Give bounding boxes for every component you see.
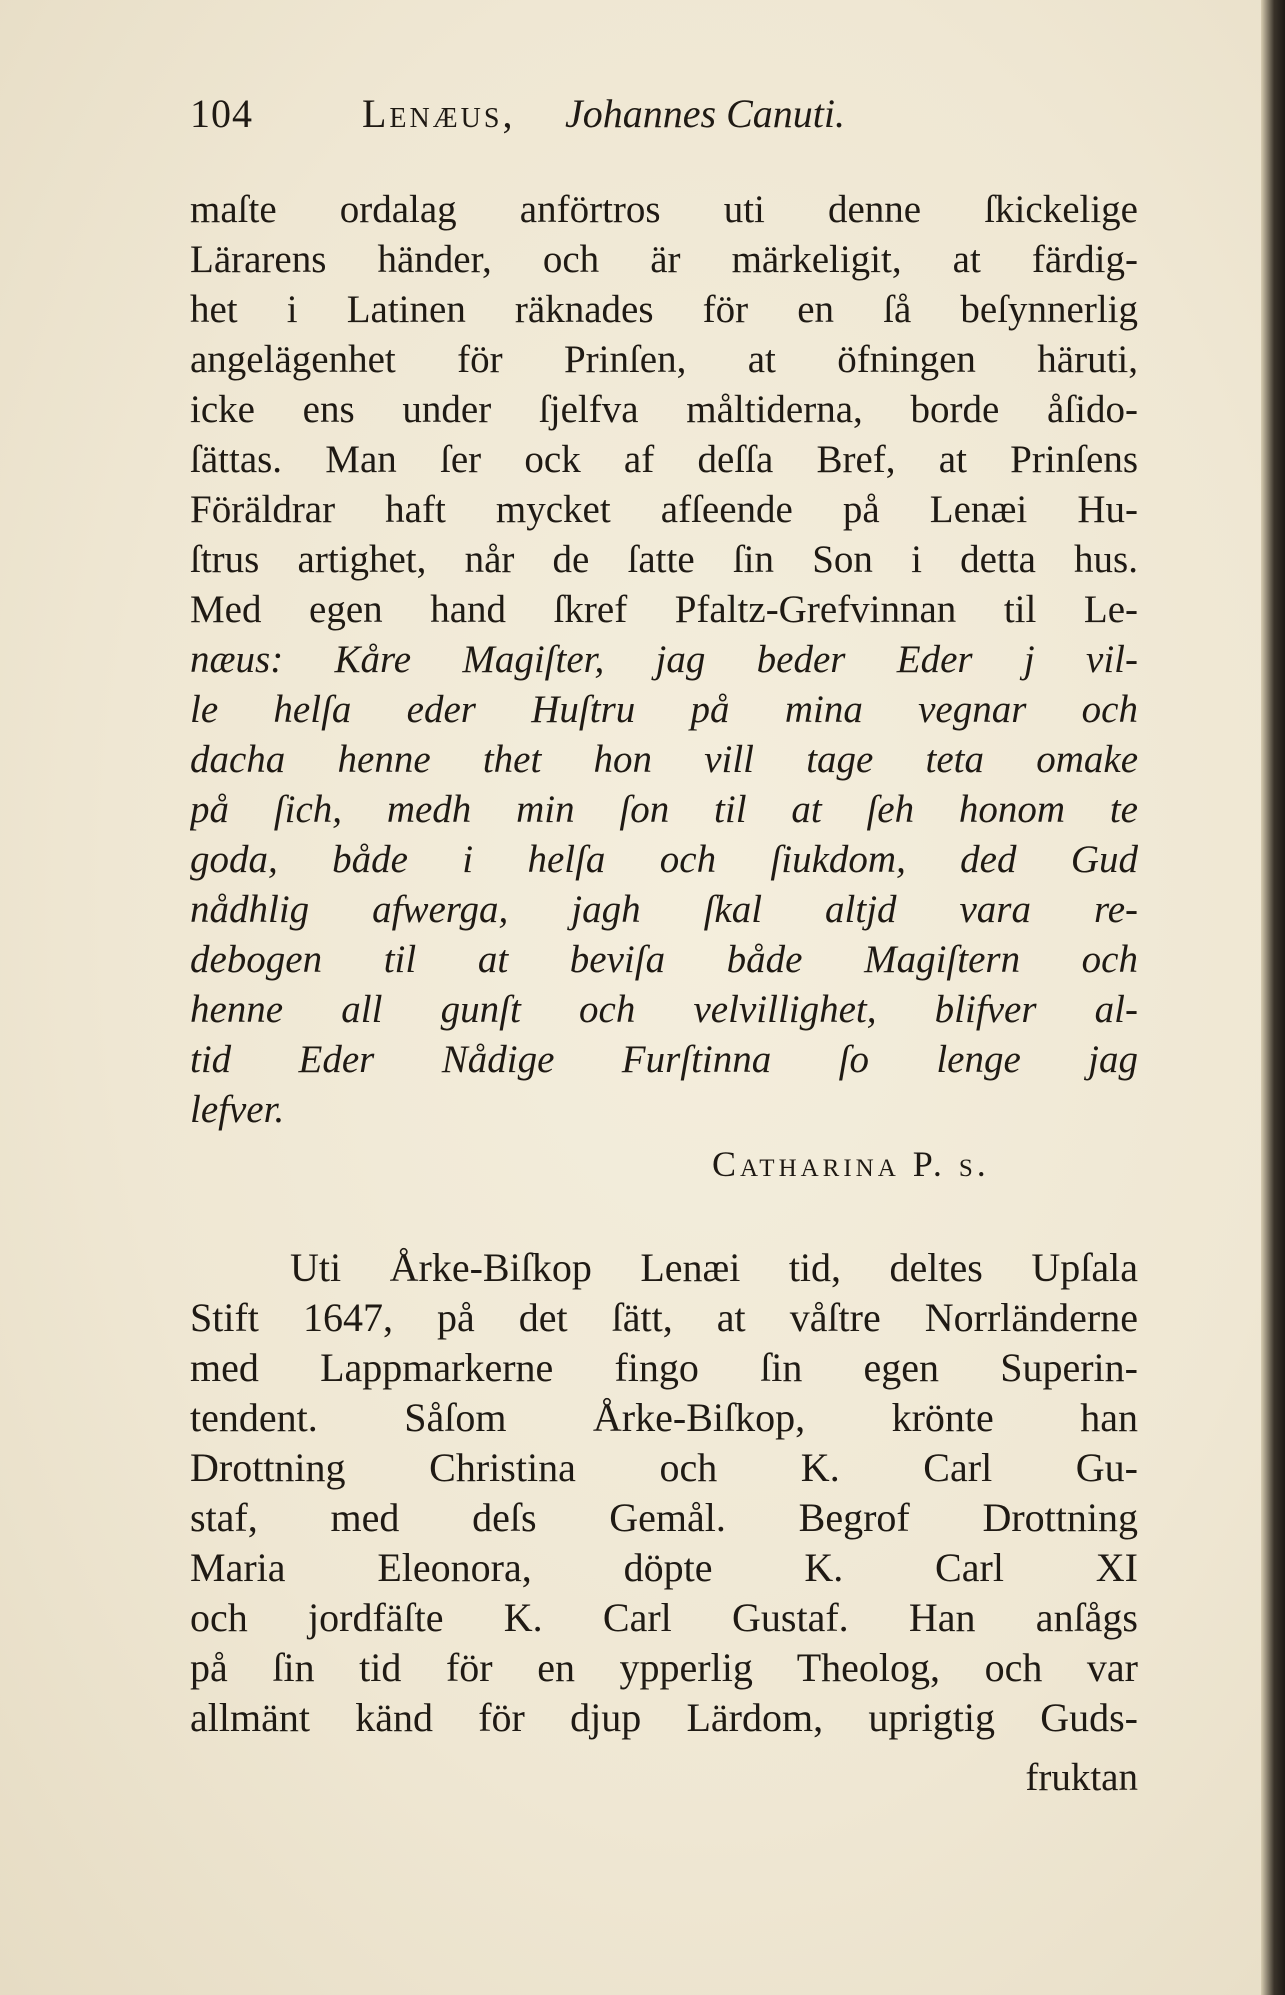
text-line: Stift 1647, på det ſätt, at våſtre Norrländerne xyxy=(190,1295,1138,1340)
text-line: Med egen hand ſkref Pfaltz-Grefvinnan til Le- xyxy=(190,588,1138,631)
text-line: Föräldrar haft mycket afſeende på Lenæi Hu- xyxy=(190,488,1138,531)
letter-quote xyxy=(190,635,1138,1135)
text-line: debogen til at beviſa både Magiſtern och xyxy=(190,938,1138,981)
text-line: ſättas. Man ſer ock af deſſa Bref, at Prinſens xyxy=(190,438,1138,481)
text-line: icke ens under ſjelfva måltiderna, borde åſido- xyxy=(190,388,1138,431)
page-header xyxy=(190,82,1150,142)
running-head: Lenæus, xyxy=(362,91,516,136)
text-line: nådhlig afwerga, jagh ſkal altjd vara re- xyxy=(190,888,1138,931)
paragraph-2 xyxy=(190,1243,1138,1743)
text-line: maſte ordalag anförtros uti denne ſkickelige xyxy=(190,188,1138,231)
text-line: Maria Eleonora, döpte K. Carl XI xyxy=(190,1545,1138,1590)
text-line: lefver. xyxy=(190,1088,285,1131)
text-line: Lärarens händer, och är märkeligit, at färdig- xyxy=(190,238,1138,281)
text-line: med Lappmarkerne fingo ſin egen Superin- xyxy=(190,1345,1138,1390)
text-line: angelägenhet för Prinſen, at öfningen häruti, xyxy=(190,338,1138,381)
text-line: dacha henne thet hon vill tage teta omake xyxy=(190,738,1138,781)
paragraph-1 xyxy=(190,185,1138,635)
text-line: Drottning Christina och K. Carl Gu- xyxy=(190,1445,1138,1490)
text-line: tid Eder Nådige Furſtinna ſo lenge jag xyxy=(190,1038,1138,1081)
text-line: het i Latinen räknades för en ſå beſynnerlig xyxy=(190,288,1138,331)
text-line: och jordfäſte K. Carl Gustaf. Han anſågs xyxy=(190,1595,1138,1640)
signature: Catharina P. ſ. xyxy=(712,1144,990,1184)
text-line: Uti Årke-Biſkop Lenæi tid, deltes Upſala xyxy=(290,1245,1138,1290)
text-line: henne all gunſt och velvillighet, blifver al- xyxy=(190,988,1138,1031)
text-line: le helſa eder Huſtru på mina vegnar och xyxy=(190,688,1138,731)
text-line: tendent. Såſom Årke-Biſkop, krönte han xyxy=(190,1395,1138,1440)
text-line: på ſin tid för en ypperlig Theolog, och var xyxy=(190,1645,1138,1690)
text-line: goda, både i helſa och ſiukdom, ded Gud xyxy=(190,838,1138,881)
running-head-italic: Johannes Canuti. xyxy=(565,91,845,136)
text-line: næus: Kåre Magiſter, jag beder Eder j vil- xyxy=(190,638,1138,681)
catchword: fruktan xyxy=(1025,1756,1138,1799)
text-line: allmänt känd för djup Lärdom, uprigtig Guds- xyxy=(190,1695,1138,1740)
page-edge-shadow xyxy=(1261,0,1285,1995)
text-line: staf, med deſs Gemål. Begrof Drottning xyxy=(190,1495,1138,1540)
text-line: ſtrus artighet, når de ſatte ſin Son i detta hus. xyxy=(190,538,1138,581)
page-number: 104 xyxy=(190,91,253,136)
text-line: på ſich, medh min ſon til at ſeh honom te xyxy=(190,788,1138,831)
